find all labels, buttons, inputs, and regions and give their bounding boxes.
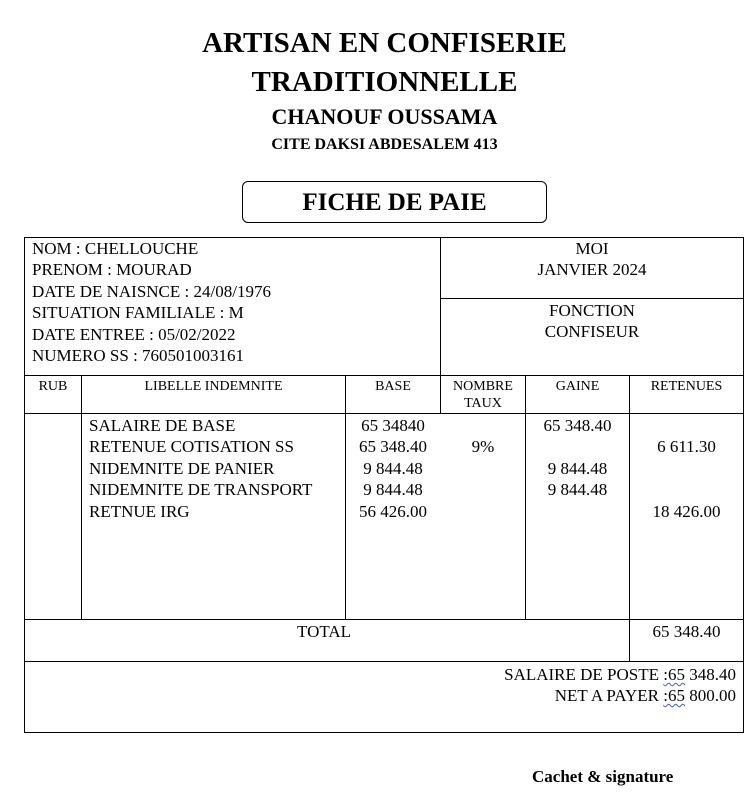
column-header-taux-line2: TAUX [464,396,502,411]
table-row-libelle: SALAIRE DE BASE [89,416,236,435]
employee-last-name: NOM : CHELLOUCHE [32,239,199,258]
table-row-base: 56 426.00 [359,502,427,521]
gross-salary-label: SALAIRE DE POSTE [504,665,664,684]
signature-label: Cachet & signature [532,767,674,786]
employee-family-status: SITUATION FAMILIALE : M [32,303,244,323]
company-address: CITE DAKSI ABDESALEM 413 [271,136,498,153]
net-pay-prefix: :65 [663,686,685,705]
table-row-libelle: RETNUE IRG [89,502,190,521]
net-pay-label: NET A PAYER [554,686,664,705]
owner-name: CHANOUF OUSSAMA [271,104,498,129]
gross-salary-value: 348.40 [685,665,736,684]
column-header-taux [441,378,525,412]
column-header-taux-line1: NOMBRE [453,379,513,394]
table-row-libelle: NIDEMNITE DE TRANSPORT [89,480,313,499]
column-header-rub: RUB [38,379,68,394]
gross-salary-prefix: :65 [663,665,685,684]
column-header-retenues: RETENUES [650,379,723,394]
function-value: CONFISEUR [544,322,640,342]
period-block [441,238,743,281]
table-row-gaine: 9 844.48 [547,480,608,499]
employee-start-date: DATE ENTREE : 05/02/2022 [32,324,236,344]
function-block [441,300,743,343]
employee-ss-number: NUMERO SS : 760501003161 [32,346,245,366]
column-header-gaine: GAINE [555,379,600,394]
table-row-libelle: NIDEMNITE DE PANIER [89,459,275,478]
employee-birth-date: DATE DE NAISNCE : 24/08/1976 [32,281,271,301]
total-value: 65 348.40 [652,622,721,641]
table-row-gaine: 65 348.40 [543,416,612,435]
table-row-gaine: 9 844.48 [547,459,608,478]
employee-info [32,238,271,366]
function-label: FONCTION [549,301,635,320]
column-header-libelle: LIBELLE INDEMNITE [144,379,283,394]
net-pay-value: 800.00 [685,686,736,705]
table-row-base: 9 844.48 [363,459,423,478]
company-title-line2: TRADITIONNELLE [251,66,518,98]
gross-salary-line [300,664,736,685]
total-label: TOTAL [297,622,352,641]
table-row-taux: 9% [471,437,495,456]
company-title-line1: ARTISAN EN CONFISERIE [202,27,567,59]
period-value: JANVIER 2024 [537,260,647,280]
table-row-base: 65 34840 [361,416,425,435]
column-header-base: BASE [375,379,411,394]
table-row-libelle: RETENUE COTISATION SS [89,437,294,456]
table-row-retenue: 18 426.00 [652,502,721,521]
document-title: FICHE DE PAIE [242,181,547,223]
employee-first-name: PRENOM : MOURAD [32,260,192,280]
table-row-base: 65 348.40 [359,437,427,456]
period-label: MOI [575,239,609,258]
net-pay-line [300,685,736,706]
table-row-retenue: 6 611.30 [657,437,716,456]
table-row-base: 9 844.48 [363,480,423,499]
